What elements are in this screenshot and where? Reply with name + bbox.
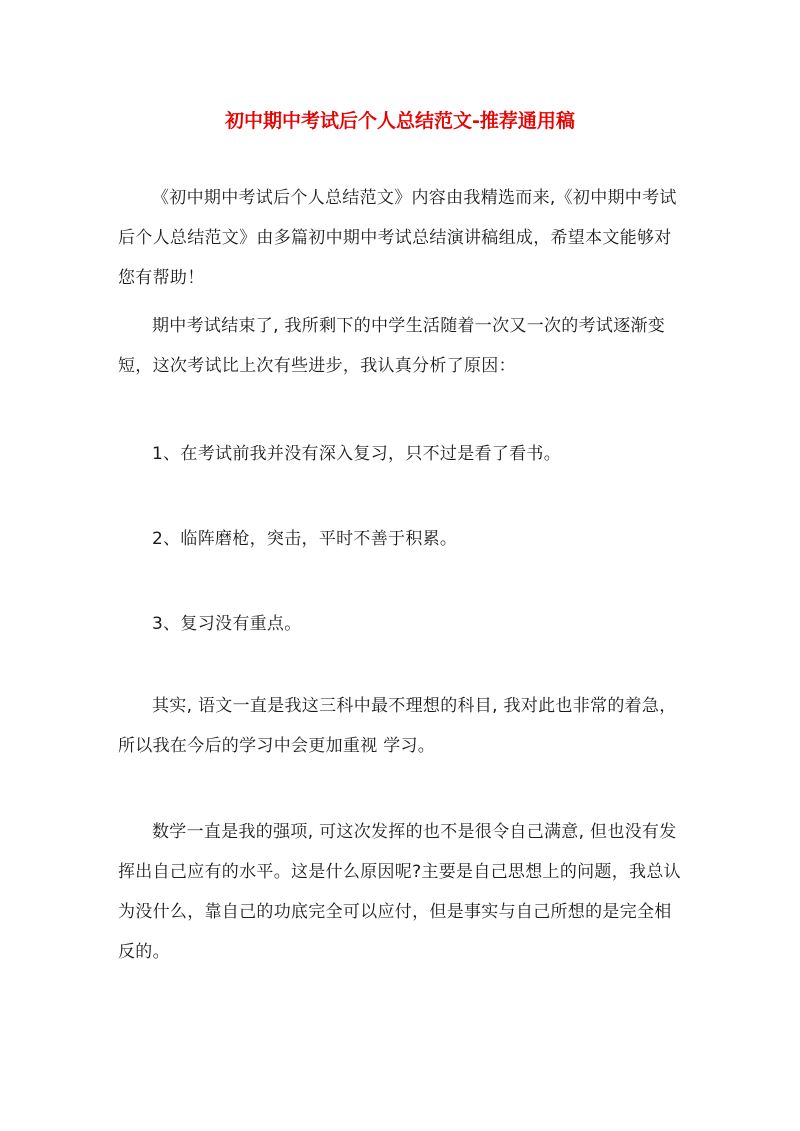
document-title: 初中期中考试后个人总结范文-推荐通用稿 (225, 110, 575, 132)
paragraph-reason-1: 1、在考试前我并没有深入复习，只不过是看了看书。 (152, 444, 562, 464)
paragraph-chinese-subject: 其实, 语文一直是我这三科中最不理想的科目, 我对此也非常的着急，所以我在今后的学习中会更加重视 学习。 (118, 696, 677, 756)
paragraph-exam-summary: 期中考试结束了, 我所剩下的中学生活随着一次又一次的考试逐渐变短，这次考试比上次有些进步，我认真分析了原因： (118, 316, 666, 376)
paragraph-math-subject: 数学一直是我的强项, 可这次发挥的也不是很令自己满意, 但也没有发挥出自己应有的水平。这是什么原因呢?主要是自己思想上的问题，我总认为没什么，靠自己的功底完全可以应付，但是事实与自己所想的是完全相反的。 (118, 822, 681, 962)
paragraph-reason-3: 3、复习没有重点。 (152, 614, 302, 634)
paragraph-intro: 《初中期中考试后个人总结范文》内容由我精选而来,《初中期中考试后个人总结范文》由多篇初中期中考试总结演讲稿组成，希望本文能够对您有帮助！ (118, 188, 677, 288)
paragraph-reason-2: 2、临阵磨枪，突击，平时不善于积累。 (152, 529, 458, 549)
